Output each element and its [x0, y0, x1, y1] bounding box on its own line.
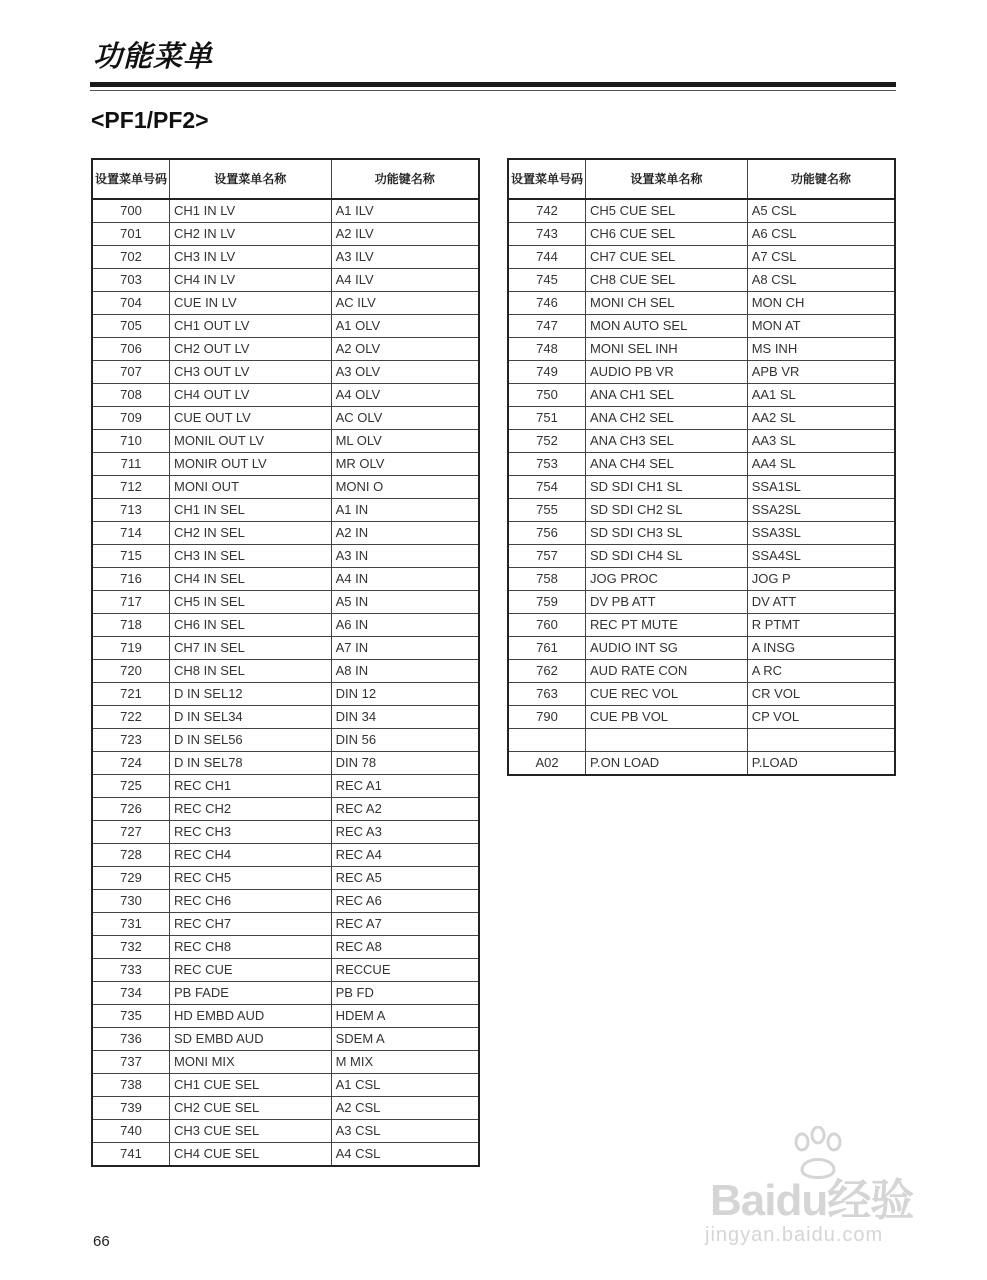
column-header-name: 设置菜单名称 [170, 159, 332, 199]
cell-code: 709 [92, 407, 170, 430]
cell-menu-name: CH3 IN SEL [170, 545, 332, 568]
cell-menu-name: AUDIO INT SG [586, 637, 748, 660]
table-row [508, 246, 895, 269]
cell-key-name: REC A3 [331, 821, 479, 844]
cell-code: 750 [508, 384, 586, 407]
cell-menu-name: MONI MIX [170, 1051, 332, 1074]
cell-menu-name: CH5 CUE SEL [586, 199, 748, 223]
table-row [508, 199, 895, 223]
table-header-row [92, 159, 479, 199]
cell-menu-name: JOG PROC [586, 568, 748, 591]
cell-key-name: SDEM A [331, 1028, 479, 1051]
table-row [508, 568, 895, 591]
cell-key-name: SSA2SL [747, 499, 895, 522]
cell-code: 707 [92, 361, 170, 384]
cell-menu-name: CH3 OUT LV [170, 361, 332, 384]
table-row [92, 913, 479, 936]
table-row [92, 959, 479, 982]
table-row [508, 522, 895, 545]
cell-menu-name: CH2 IN SEL [170, 522, 332, 545]
cell-menu-name: D IN SEL78 [170, 752, 332, 775]
cell-code: 715 [92, 545, 170, 568]
cell-code: 733 [92, 959, 170, 982]
column-header-key: 功能键名称 [331, 159, 479, 199]
cell-code: 704 [92, 292, 170, 315]
table-row [92, 775, 479, 798]
cell-code: 756 [508, 522, 586, 545]
cell-menu-name: CH2 OUT LV [170, 338, 332, 361]
cell-menu-name: ANA CH4 SEL [586, 453, 748, 476]
page-title: 功能菜单 [93, 39, 214, 73]
table-row [92, 821, 479, 844]
cell-code: 722 [92, 706, 170, 729]
cell-key-name: RECCUE [331, 959, 479, 982]
header-rule-thin [90, 90, 896, 91]
cell-key-name: A5 CSL [747, 199, 895, 223]
cell-code: 723 [92, 729, 170, 752]
cell-code: 700 [92, 199, 170, 223]
table-row [92, 982, 479, 1005]
cell-code: 724 [92, 752, 170, 775]
cell-key-name: DV ATT [747, 591, 895, 614]
table-row [508, 453, 895, 476]
cell-key-name: CP VOL [747, 706, 895, 729]
table-row [92, 292, 479, 315]
cell-menu-name: REC CH1 [170, 775, 332, 798]
cell-menu-name: CH6 IN SEL [170, 614, 332, 637]
table-row [92, 568, 479, 591]
table-row [92, 936, 479, 959]
cell-code: 760 [508, 614, 586, 637]
cell-code: 717 [92, 591, 170, 614]
cell-key-name: MS INH [747, 338, 895, 361]
cell-menu-name: AUD RATE CON [586, 660, 748, 683]
cell-menu-name: D IN SEL34 [170, 706, 332, 729]
cell-menu-name: CH1 IN SEL [170, 499, 332, 522]
cell-key-name: A1 IN [331, 499, 479, 522]
cell-code: A02 [508, 752, 586, 776]
cell-key-name: A INSG [747, 637, 895, 660]
cell-key-name: A4 OLV [331, 384, 479, 407]
cell-code: 727 [92, 821, 170, 844]
cell-key-name: ML OLV [331, 430, 479, 453]
cell-menu-name: CUE IN LV [170, 292, 332, 315]
cell-menu-name: REC CH6 [170, 890, 332, 913]
table-row [92, 453, 479, 476]
cell-code: 728 [92, 844, 170, 867]
cell-code: 759 [508, 591, 586, 614]
cell-code: 763 [508, 683, 586, 706]
cell-menu-name: AUDIO PB VR [586, 361, 748, 384]
cell-code: 734 [92, 982, 170, 1005]
cell-menu-name: CH3 CUE SEL [170, 1120, 332, 1143]
table-row [92, 199, 479, 223]
cell-menu-name: D IN SEL12 [170, 683, 332, 706]
cell-code: 761 [508, 637, 586, 660]
table-row [508, 338, 895, 361]
cell-code: 720 [92, 660, 170, 683]
cell-code: 729 [92, 867, 170, 890]
page-number: 66 [93, 1233, 110, 1250]
table-row [92, 867, 479, 890]
cell-code: 738 [92, 1074, 170, 1097]
cell-code: 721 [92, 683, 170, 706]
cell-key-name: REC A5 [331, 867, 479, 890]
cell-menu-name: P.ON LOAD [586, 752, 748, 776]
cell-key-name: SSA3SL [747, 522, 895, 545]
table-row [92, 269, 479, 292]
cell-key-name [747, 729, 895, 752]
cell-key-name: AC ILV [331, 292, 479, 315]
cell-key-name: APB VR [747, 361, 895, 384]
table-header-row [508, 159, 895, 199]
table-row [508, 384, 895, 407]
cell-key-name: A3 OLV [331, 361, 479, 384]
cell-code: 731 [92, 913, 170, 936]
cell-menu-name: ANA CH2 SEL [586, 407, 748, 430]
cell-menu-name: SD SDI CH4 SL [586, 545, 748, 568]
cell-key-name: REC A6 [331, 890, 479, 913]
cell-code [508, 729, 586, 752]
cell-menu-name: CH3 IN LV [170, 246, 332, 269]
cell-menu-name: REC CH2 [170, 798, 332, 821]
table-row [508, 361, 895, 384]
table-row [92, 246, 479, 269]
cell-menu-name: MONI OUT [170, 476, 332, 499]
cell-menu-name: CH4 IN SEL [170, 568, 332, 591]
cell-menu-name: MONI CH SEL [586, 292, 748, 315]
table-row [92, 223, 479, 246]
cell-code: 701 [92, 223, 170, 246]
table-row [508, 591, 895, 614]
cell-key-name: DIN 78 [331, 752, 479, 775]
baidu-watermark [700, 1120, 940, 1260]
cell-code: 730 [92, 890, 170, 913]
cell-code: 735 [92, 1005, 170, 1028]
cell-code: 758 [508, 568, 586, 591]
cell-menu-name: REC CH3 [170, 821, 332, 844]
cell-code: 749 [508, 361, 586, 384]
table-body-left [92, 199, 479, 1166]
cell-menu-name: CH8 IN SEL [170, 660, 332, 683]
cell-menu-name: MON AUTO SEL [586, 315, 748, 338]
table-row [508, 315, 895, 338]
cell-menu-name: ANA CH3 SEL [586, 430, 748, 453]
cell-menu-name: D IN SEL56 [170, 729, 332, 752]
table-row [508, 407, 895, 430]
cell-code: 741 [92, 1143, 170, 1167]
cell-key-name: HDEM A [331, 1005, 479, 1028]
cell-key-name: A5 IN [331, 591, 479, 614]
cell-menu-name: REC CH7 [170, 913, 332, 936]
cell-key-name: SSA1SL [747, 476, 895, 499]
cell-key-name: A2 ILV [331, 223, 479, 246]
table-row [92, 407, 479, 430]
cell-menu-name: CUE PB VOL [586, 706, 748, 729]
menu-table-right [507, 158, 896, 776]
cell-key-name: A4 CSL [331, 1143, 479, 1167]
section-title: <PF1/PF2> [91, 107, 209, 133]
cell-menu-name: MONI SEL INH [586, 338, 748, 361]
table-row [508, 660, 895, 683]
cell-key-name: R PTMT [747, 614, 895, 637]
cell-key-name: AA1 SL [747, 384, 895, 407]
cell-key-name: A1 CSL [331, 1074, 479, 1097]
cell-key-name: P.LOAD [747, 752, 895, 776]
cell-key-name: A8 CSL [747, 269, 895, 292]
table-row [92, 844, 479, 867]
cell-key-name: JOG P [747, 568, 895, 591]
cell-menu-name: CH7 IN SEL [170, 637, 332, 660]
cell-menu-name: ANA CH1 SEL [586, 384, 748, 407]
cell-code: 725 [92, 775, 170, 798]
table-row [92, 1143, 479, 1167]
table-row [92, 1051, 479, 1074]
cell-menu-name: MONIL OUT LV [170, 430, 332, 453]
cell-code: 753 [508, 453, 586, 476]
cell-menu-name: CH6 CUE SEL [586, 223, 748, 246]
table-row [92, 1074, 479, 1097]
cell-menu-name: CUE OUT LV [170, 407, 332, 430]
cell-code: 744 [508, 246, 586, 269]
table-row [92, 752, 479, 775]
cell-code: 747 [508, 315, 586, 338]
cell-code: 739 [92, 1097, 170, 1120]
menu-table-left [91, 158, 480, 1167]
cell-code: 740 [92, 1120, 170, 1143]
cell-key-name: AC OLV [331, 407, 479, 430]
table-row [92, 706, 479, 729]
table-row [508, 752, 895, 776]
cell-code: 790 [508, 706, 586, 729]
cell-code: 713 [92, 499, 170, 522]
table-row [92, 315, 479, 338]
header-rule [90, 82, 896, 87]
cell-menu-name: SD SDI CH3 SL [586, 522, 748, 545]
table-row [92, 338, 479, 361]
cell-key-name: AA4 SL [747, 453, 895, 476]
cell-code: 736 [92, 1028, 170, 1051]
cell-key-name: A7 IN [331, 637, 479, 660]
cell-key-name: MR OLV [331, 453, 479, 476]
cell-menu-name: REC CUE [170, 959, 332, 982]
cell-menu-name: CH2 CUE SEL [170, 1097, 332, 1120]
table-row [92, 545, 479, 568]
cell-code: 752 [508, 430, 586, 453]
table-row [92, 614, 479, 637]
cell-code: 754 [508, 476, 586, 499]
table-row [508, 614, 895, 637]
cell-key-name: A2 OLV [331, 338, 479, 361]
cell-menu-name: REC PT MUTE [586, 614, 748, 637]
table-row [508, 545, 895, 568]
cell-key-name: MON AT [747, 315, 895, 338]
table-row [92, 1028, 479, 1051]
cell-code: 705 [92, 315, 170, 338]
cell-code: 762 [508, 660, 586, 683]
cell-menu-name: CH4 OUT LV [170, 384, 332, 407]
cell-key-name: A3 CSL [331, 1120, 479, 1143]
cell-menu-name: HD EMBD AUD [170, 1005, 332, 1028]
cell-menu-name: CH4 IN LV [170, 269, 332, 292]
table-row [92, 1005, 479, 1028]
cell-key-name: DIN 56 [331, 729, 479, 752]
table-row [508, 292, 895, 315]
cell-code: 732 [92, 936, 170, 959]
cell-code: 737 [92, 1051, 170, 1074]
cell-code: 702 [92, 246, 170, 269]
cell-menu-name [586, 729, 748, 752]
cell-code: 711 [92, 453, 170, 476]
cell-code: 751 [508, 407, 586, 430]
cell-key-name: DIN 12 [331, 683, 479, 706]
table-row [508, 706, 895, 729]
table-row [508, 729, 895, 752]
cell-code: 742 [508, 199, 586, 223]
table-row [92, 660, 479, 683]
column-header-name: 设置菜单名称 [586, 159, 748, 199]
cell-code: 745 [508, 269, 586, 292]
cell-code: 757 [508, 545, 586, 568]
cell-menu-name: REC CH4 [170, 844, 332, 867]
cell-menu-name: CH4 CUE SEL [170, 1143, 332, 1167]
cell-menu-name: PB FADE [170, 982, 332, 1005]
cell-menu-name: SD SDI CH1 SL [586, 476, 748, 499]
table-row [92, 384, 479, 407]
cell-key-name: A2 IN [331, 522, 479, 545]
cell-menu-name: CH1 CUE SEL [170, 1074, 332, 1097]
cell-key-name: A4 ILV [331, 269, 479, 292]
cell-code: 746 [508, 292, 586, 315]
cell-key-name: REC A4 [331, 844, 479, 867]
cell-code: 716 [92, 568, 170, 591]
table-row [508, 637, 895, 660]
cell-key-name: A6 CSL [747, 223, 895, 246]
table-row [92, 683, 479, 706]
cell-code: 710 [92, 430, 170, 453]
cell-menu-name: CH2 IN LV [170, 223, 332, 246]
cell-key-name: A3 IN [331, 545, 479, 568]
cell-menu-name: CH1 IN LV [170, 199, 332, 223]
cell-menu-name: MONIR OUT LV [170, 453, 332, 476]
column-header-code: 设置菜单号码 [92, 159, 170, 199]
table-row [508, 269, 895, 292]
cell-key-name: A1 OLV [331, 315, 479, 338]
cell-key-name: AA3 SL [747, 430, 895, 453]
table-row [508, 430, 895, 453]
cell-menu-name: CUE REC VOL [586, 683, 748, 706]
cell-key-name: MONI O [331, 476, 479, 499]
cell-menu-name: CH8 CUE SEL [586, 269, 748, 292]
cell-code: 706 [92, 338, 170, 361]
table-row [92, 361, 479, 384]
cell-code: 719 [92, 637, 170, 660]
table-row [508, 223, 895, 246]
cell-key-name: A6 IN [331, 614, 479, 637]
cell-menu-name: SD EMBD AUD [170, 1028, 332, 1051]
cell-key-name: PB FD [331, 982, 479, 1005]
table-body-right [508, 199, 895, 775]
cell-key-name: SSA4SL [747, 545, 895, 568]
cell-key-name: REC A7 [331, 913, 479, 936]
cell-key-name: REC A8 [331, 936, 479, 959]
column-header-code: 设置菜单号码 [508, 159, 586, 199]
cell-key-name: A1 ILV [331, 199, 479, 223]
cell-menu-name: REC CH5 [170, 867, 332, 890]
watermark-text: Baidu经验 [710, 1176, 914, 1225]
cell-key-name: A RC [747, 660, 895, 683]
cell-menu-name: CH1 OUT LV [170, 315, 332, 338]
cell-key-name: REC A2 [331, 798, 479, 821]
table-row [508, 476, 895, 499]
table-row [92, 1097, 479, 1120]
cell-menu-name: REC CH8 [170, 936, 332, 959]
cell-key-name: A8 IN [331, 660, 479, 683]
table-row [508, 499, 895, 522]
cell-key-name: M MIX [331, 1051, 479, 1074]
cell-code: 755 [508, 499, 586, 522]
cell-key-name: CR VOL [747, 683, 895, 706]
cell-code: 748 [508, 338, 586, 361]
cell-code: 718 [92, 614, 170, 637]
table-row [92, 476, 479, 499]
table-row [92, 430, 479, 453]
cell-code: 703 [92, 269, 170, 292]
cell-key-name: MON CH [747, 292, 895, 315]
table-row [92, 890, 479, 913]
cell-menu-name: CH5 IN SEL [170, 591, 332, 614]
cell-code: 712 [92, 476, 170, 499]
cell-key-name: A2 CSL [331, 1097, 479, 1120]
table-row [92, 798, 479, 821]
cell-key-name: A7 CSL [747, 246, 895, 269]
cell-menu-name: SD SDI CH2 SL [586, 499, 748, 522]
table-row [92, 1120, 479, 1143]
cell-code: 708 [92, 384, 170, 407]
cell-menu-name: CH7 CUE SEL [586, 246, 748, 269]
watermark-url: jingyan.baidu.com [705, 1224, 884, 1246]
cell-menu-name: DV PB ATT [586, 591, 748, 614]
table-row [508, 683, 895, 706]
cell-key-name: REC A1 [331, 775, 479, 798]
table-row [92, 522, 479, 545]
cell-key-name: A4 IN [331, 568, 479, 591]
cell-key-name: A3 ILV [331, 246, 479, 269]
cell-code: 743 [508, 223, 586, 246]
table-row [92, 729, 479, 752]
table-row [92, 637, 479, 660]
column-header-key: 功能键名称 [747, 159, 895, 199]
cell-code: 726 [92, 798, 170, 821]
table-row [92, 591, 479, 614]
cell-key-name: DIN 34 [331, 706, 479, 729]
cell-key-name: AA2 SL [747, 407, 895, 430]
cell-code: 714 [92, 522, 170, 545]
table-row [92, 499, 479, 522]
